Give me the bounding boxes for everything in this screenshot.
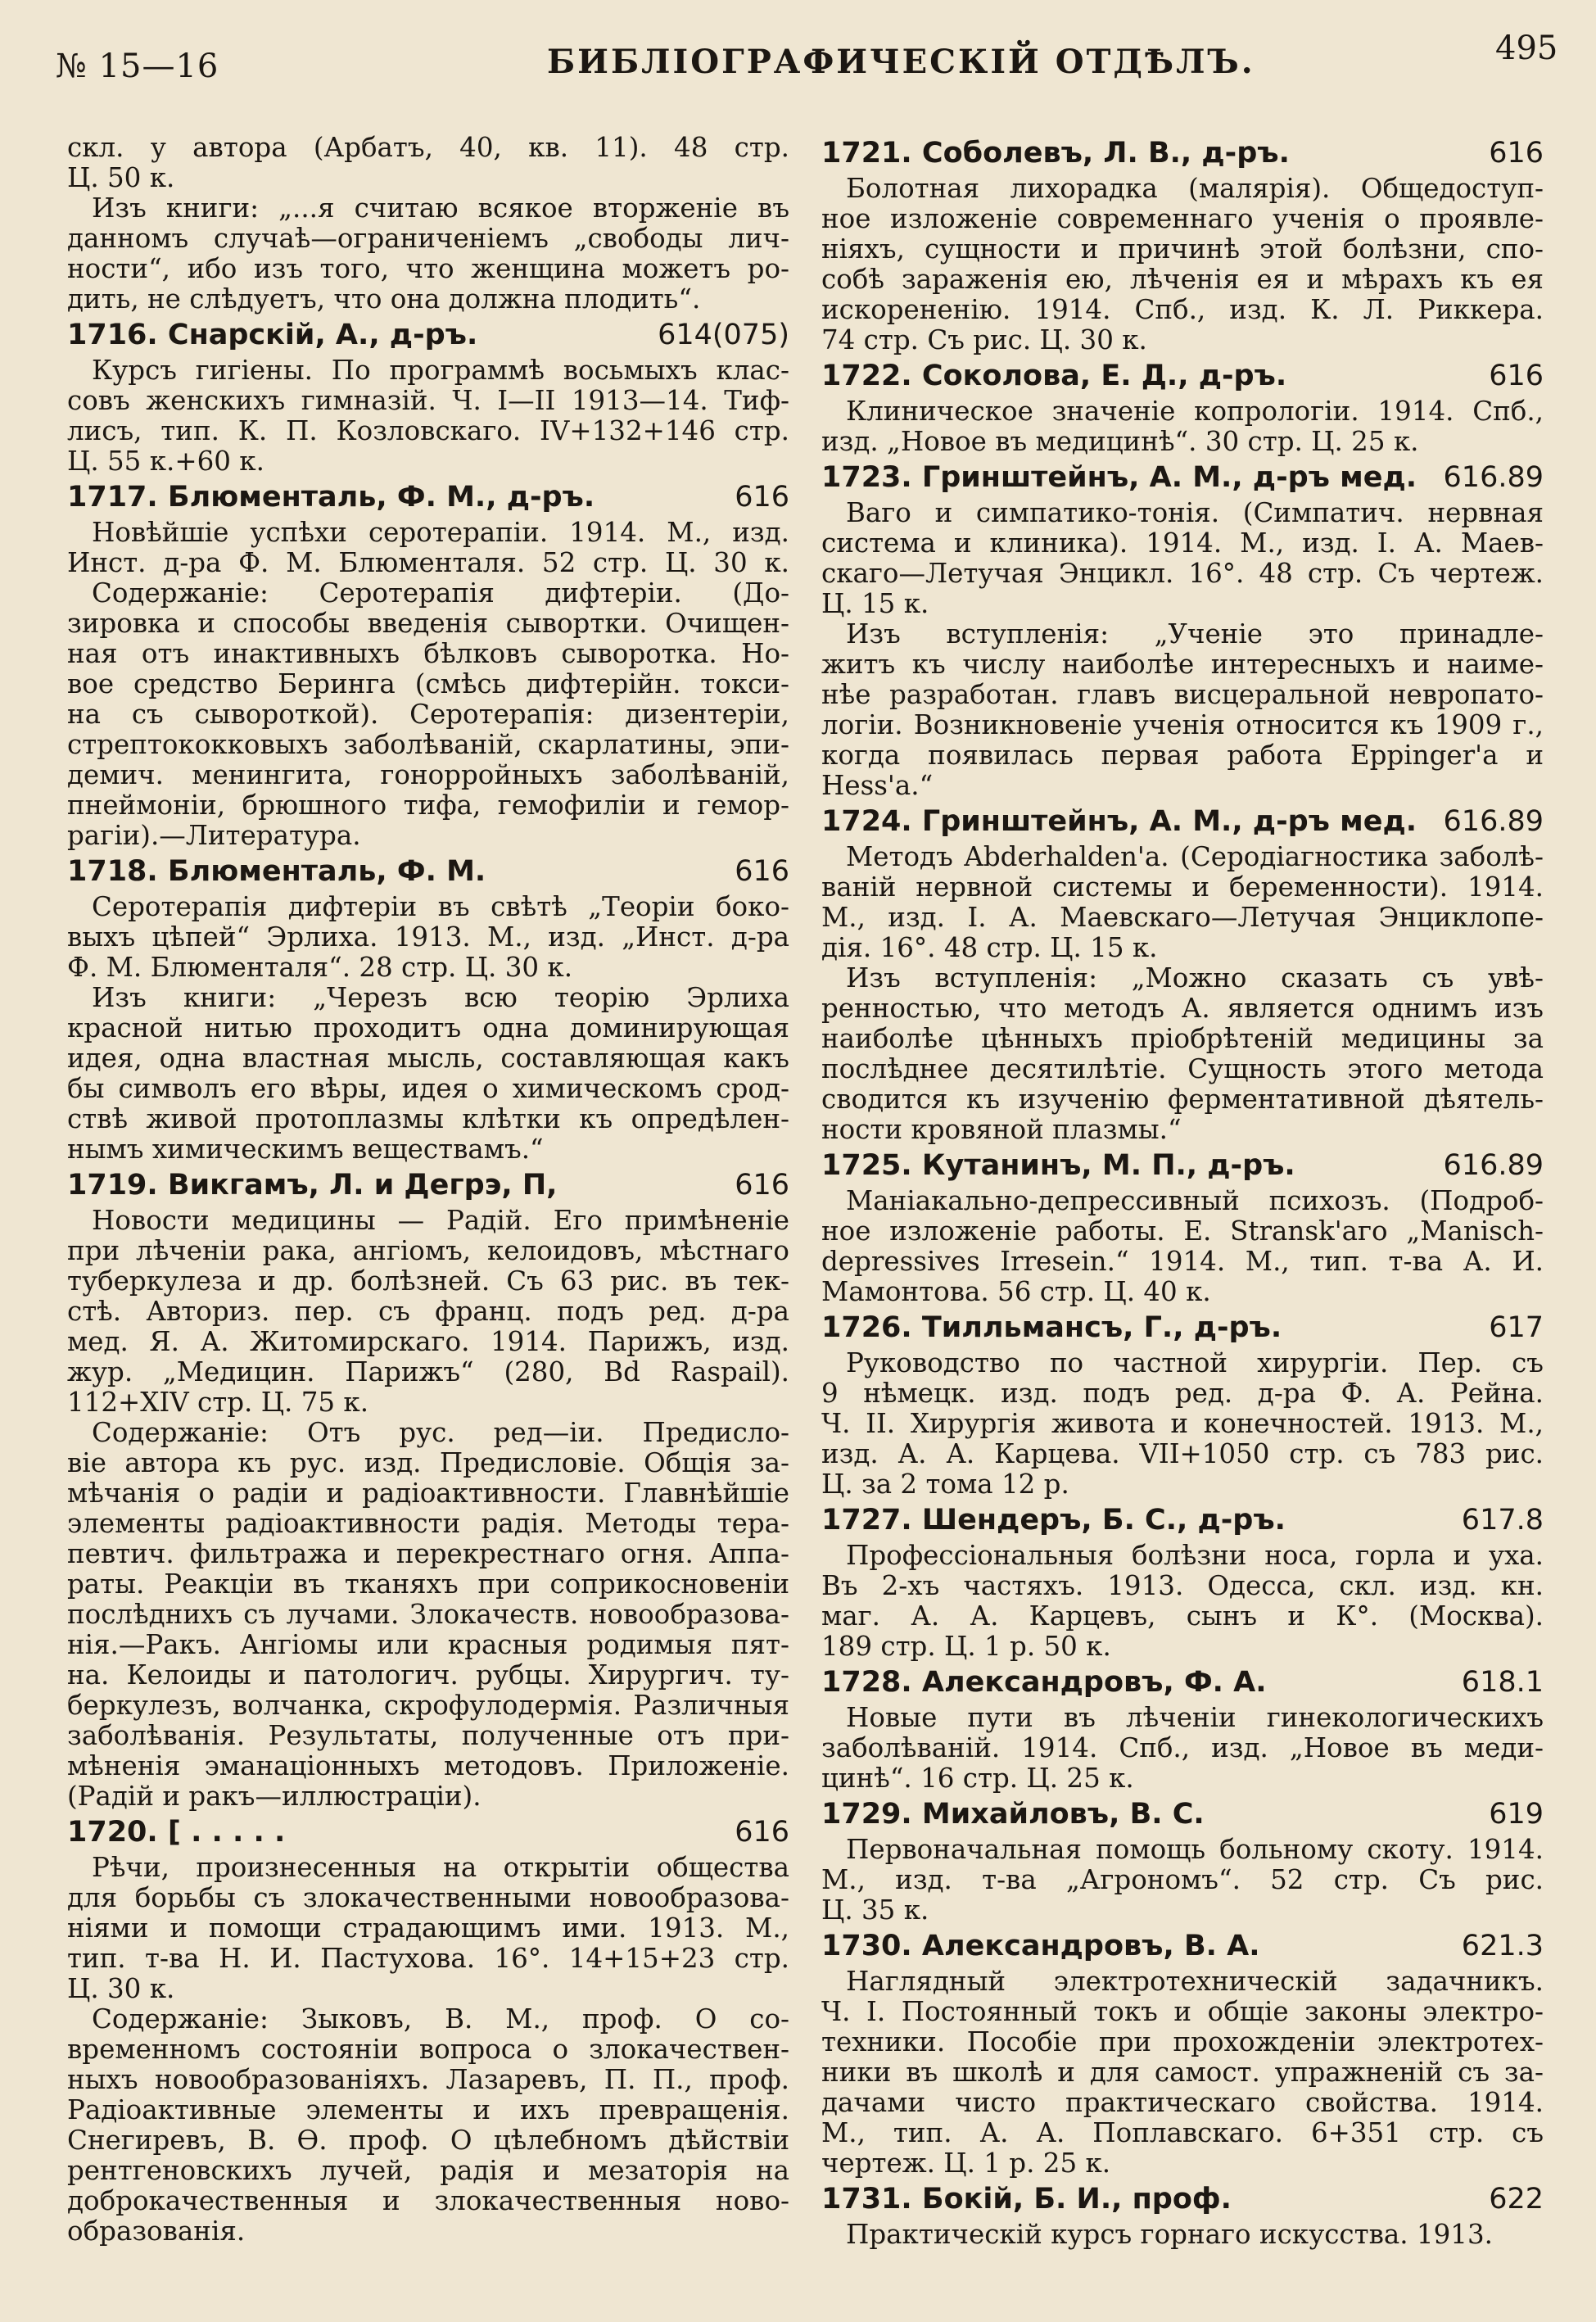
- text-line: Практическій курсъ горнаго искусства. 1913.: [846, 2219, 1493, 2250]
- text-line: ники въ школѣ и для самост. упражненій съ за-: [821, 2057, 1544, 2088]
- text-line: когда появилась первая работа Eppinger'a и: [821, 740, 1544, 771]
- text-line: Новости медицины — Радій. Его примѣненіе: [92, 1205, 789, 1236]
- text-line: дія. 16°. 48 стр. Ц. 15 к.: [821, 932, 1158, 963]
- classification-code: 619: [1489, 1798, 1544, 1831]
- text-line: Ц. 50 к.: [67, 162, 175, 193]
- text-line: Новые пути въ лѣченіи гинекологическихъ: [846, 1702, 1544, 1733]
- entry-heading: [821, 1145, 1544, 1186]
- text-line: Клиническое значеніе копрологіи. 1914. Спб.,: [846, 396, 1544, 427]
- text-line: М., тип. А. А. Поплавскаго. 6+351 стр. съ: [821, 2117, 1544, 2148]
- text-line: Изъ книги: „Черезъ всю теорію Эрлиха: [92, 982, 789, 1013]
- entry-heading: [67, 477, 789, 518]
- entry-heading: [821, 133, 1544, 174]
- text-line: (Радій и ракъ—иллюстраціи).: [67, 1781, 482, 1812]
- text-line: мѣненія эманаціонныхъ методовъ. Приложеніе.: [67, 1750, 789, 1781]
- entry-1723: [821, 457, 1544, 801]
- text-line: Hess'a.“: [821, 770, 934, 801]
- text-line: на. Келоиды и патологич. рубцы. Хирургич. ту-: [67, 1659, 789, 1691]
- text-line: Содержаніе: Серотерапія дифтеріи. (До-: [92, 577, 789, 609]
- entry-1730: [821, 1926, 1544, 2179]
- text-line: мед. Я. А. Житомирскаго. 1914. Парижъ, изд.: [67, 1326, 789, 1357]
- text-line: чертеж. Ц. 1 р. 25 к.: [821, 2148, 1111, 2179]
- text-line: Ваго и симпатико-тонія. (Симпатич. нервная: [846, 497, 1544, 528]
- text-line: Ц. за 2 тома 12 р.: [821, 1469, 1069, 1500]
- text-line: Радіоактивные элементы и ихъ превращенія.: [67, 2094, 789, 2125]
- text-line: Ч. II. Хирургія живота и конечностей. 1913. М.,: [821, 1408, 1544, 1439]
- text-line: Ц. 15 к.: [821, 588, 929, 619]
- text-line: 189 стр. Ц. 1 р. 50 к.: [821, 1631, 1111, 1662]
- classification-code: 617.8: [1461, 1504, 1544, 1537]
- text-line: временномъ состояніи вопроса о злокачествен-: [67, 2034, 789, 2065]
- entry-heading: [67, 1165, 789, 1206]
- entry-heading: [821, 355, 1544, 396]
- classification-code: 616.89: [1443, 805, 1544, 838]
- text-line: выхъ цѣпей“ Эрлиха. 1913. М., изд. „Инст. д-ра: [67, 921, 789, 953]
- text-line: нымъ химическимъ веществамъ.“: [67, 1134, 544, 1165]
- entry-heading: [821, 457, 1544, 498]
- text-line: скл. у автора (Арбатъ, 40, кв. 11). 48 стр.: [67, 132, 789, 163]
- text-line: Методъ Abderhalden'a. (Серодіагностика заболѣ-: [846, 841, 1544, 872]
- text-line: стѣ. Авториз. пер. съ франц. подъ ред. д-ра: [67, 1296, 789, 1327]
- text-line: Маніакально-депрессивный психозъ. (Подроб-: [846, 1185, 1544, 1216]
- text-line: Снегиревъ, В. Ѳ. проф. О цѣлебномъ дѣйствіи: [67, 2125, 789, 2156]
- entry-author: 1720. [ . . . . .: [67, 1816, 286, 1849]
- text-line: дачами чисто практическаго свойства. 1914.: [821, 2087, 1544, 2118]
- text-line: Инст. д-ра Ф. М. Блюменталя. 52 стр. Ц. 30 к.: [67, 547, 789, 578]
- text-line: наиболѣе цѣнныхъ пріобрѣтеній медицины за: [821, 1023, 1544, 1054]
- text-line: рагіи).—Литература.: [67, 820, 361, 851]
- text-line: ности кровяной плазмы.“: [821, 1114, 1182, 1145]
- text-line: нія.—Ракъ. Ангіомы или красныя родимыя пят-: [67, 1629, 789, 1660]
- text-line: Мамонтова. 56 стр. Ц. 40 к.: [821, 1276, 1211, 1307]
- text-line: ствѣ живой протоплазмы клѣтки къ опредѣлен-: [67, 1103, 789, 1134]
- text-line: Изъ вступленія: „Ученіе это принадле-: [846, 618, 1544, 650]
- text-line: Серотерапія дифтеріи въ свѣтѣ „Теоріи боко-: [92, 891, 789, 922]
- text-line: Содержаніе: Зыковъ, В. М., проф. О со-: [92, 2003, 789, 2035]
- text-line: 9 нѣмецк. изд. подъ ред. д-ра Ф. А. Рейна.: [821, 1378, 1544, 1409]
- text-line: стрептококковыхъ заболѣваній, скарлатины, эпи-: [67, 729, 789, 760]
- entry-1724: [821, 801, 1544, 1145]
- text-line: заболѣваній. 1914. Спб., изд. „Новое въ меди-: [821, 1732, 1544, 1763]
- entry-author: 1719. Викгамъ, Л. и Дегрэ, П,: [67, 1169, 558, 1202]
- entry-heading: [821, 801, 1544, 842]
- text-line: скаго—Летучая Энцикл. 16°. 48 стр. Съ чертеж.: [821, 558, 1544, 589]
- entry-author: 1728. Александровъ, Ф. А.: [821, 1666, 1267, 1699]
- entry-author: 1718. Блюменталь, Ф. М.: [67, 855, 486, 888]
- entry-author: 1716. Снарскій, А., д-ръ.: [67, 319, 478, 351]
- text-line: сводится къ изученію ферментативной дѣятель-: [821, 1084, 1544, 1115]
- entry-author: 1724. Гринштейнъ, А. М., д-ръ мед.: [821, 805, 1417, 838]
- text-line: М., изд. т-ва „Агрономъ“. 52 стр. Съ рис.: [821, 1864, 1544, 1895]
- text-line: М., изд. I. А. Маевскаго—Летучая Энциклопе-: [821, 902, 1544, 933]
- entry-author: 1730. Александровъ, В. А.: [821, 1930, 1260, 1962]
- entry-author: 1717. Блюменталь, Ф. М., д-ръ.: [67, 481, 595, 514]
- text-line: 112+XIV стр. Ц. 75 к.: [67, 1387, 369, 1418]
- text-line: ніяхъ, сущности и причинѣ этой болѣзни, спо-: [821, 233, 1544, 265]
- text-line: данномъ случаѣ—ограниченіемъ „свободы лич-: [67, 223, 789, 254]
- text-line: зировка и способы введенія сывортки. Очищен-: [67, 608, 789, 639]
- text-line: певтич. фильтража и перекрестнаго огня. Аппа-: [67, 1538, 789, 1569]
- text-line: техники. Пособіе при прохожденіи электротех-: [821, 2026, 1544, 2057]
- text-line: совъ женскихъ гимназій. Ч. I—II 1913—14. Тиф-: [67, 385, 789, 416]
- entry-author: 1725. Кутанинъ, М. П., д-ръ.: [821, 1149, 1295, 1182]
- text-line: ніями и помощи страдающимъ ими. 1913. М.,: [67, 1912, 789, 1944]
- entry-author: 1731. Бокій, Б. И., проф.: [821, 2183, 1232, 2216]
- text-line: изд. „Новое въ медицинѣ“. 30 стр. Ц. 25 к.: [821, 426, 1419, 457]
- issue-number: № 15—16: [56, 48, 219, 85]
- text-line: логіи. Возникновеніе ученія относится къ 1909 г.,: [821, 709, 1544, 740]
- entry-heading: [821, 1307, 1544, 1348]
- text-line: цинѣ“. 16 стр. Ц. 25 к.: [821, 1763, 1134, 1794]
- entry-1728: [821, 1662, 1544, 1794]
- text-line: туберкулеза и др. болѣзней. Съ 63 рис. въ тек-: [67, 1265, 789, 1297]
- text-line: ная отъ инактивныхъ бѣлковъ сыворотка. Но-: [67, 638, 789, 669]
- entry-heading: [67, 315, 789, 355]
- classification-code: 616: [735, 1169, 789, 1202]
- text-line: Курсъ гигіены. По программѣ восьмыхъ клас-: [92, 355, 789, 386]
- text-line: ное изложеніе работы. E. Stransk'аго „Manisch-: [821, 1215, 1544, 1247]
- text-line: 74 стр. Съ рис. Ц. 30 к.: [821, 324, 1147, 355]
- text-line: ныхъ новообразованіяхъ. Лазаревъ, П. П., проф.: [67, 2064, 789, 2095]
- classification-code: 616: [735, 1816, 789, 1849]
- entry-author: 1726. Тилльмансъ, Г., д-ръ.: [821, 1311, 1282, 1344]
- text-line: Профессіональныя болѣзни носа, горла и уха.: [846, 1540, 1544, 1571]
- page-number: 495: [1495, 29, 1558, 67]
- text-line: беркулезъ, волчанка, скрофулодермія. Различныя: [67, 1690, 789, 1721]
- text-line: Ч. I. Постоянный токъ и общіе законы электро-: [821, 1996, 1544, 2027]
- intro-continuation: [67, 133, 789, 315]
- entry-author: 1729. Михайловъ, В. С.: [821, 1798, 1205, 1831]
- entry-author: 1727. Шендеръ, Б. С., д-ръ.: [821, 1504, 1286, 1537]
- text-line: при лѣченіи рака, ангіомъ, келоидовъ, мѣстнаго: [67, 1235, 789, 1266]
- entry-heading: [821, 1926, 1544, 1967]
- text-line: бы символъ его вѣры, идея о химическомъ срод-: [67, 1073, 789, 1104]
- text-line: лисъ, тип. К. П. Козловскаго. IV+132+146 стр.: [67, 415, 789, 446]
- text-line: демич. менингита, гонорройныхъ заболѣваній,: [67, 759, 789, 790]
- entry-1721: [821, 133, 1544, 355]
- classification-code: 618.1: [1461, 1666, 1544, 1699]
- text-line: на съ сывороткой). Серотерапія: дизентеріи,: [67, 699, 789, 730]
- text-line: Рѣчи, произнесенныя на открытіи общества: [92, 1852, 789, 1883]
- entry-1727: [821, 1500, 1544, 1662]
- entry-author: 1721. Соболевъ, Л. В., д-ръ.: [821, 137, 1290, 170]
- text-line: Первоначальная помощь больному скоту. 1914.: [846, 1834, 1544, 1865]
- text-line: пнеймоніи, брюшного тифа, гемофиліи и гемор-: [67, 790, 789, 821]
- text-line: Содержаніе: Отъ рус. ред—іи. Предисло-: [92, 1417, 789, 1448]
- text-line: Ф. М. Блюменталя“. 28 стр. Ц. 30 к.: [67, 952, 573, 983]
- text-line: Болотная лихорадка (малярія). Общедоступ-: [846, 173, 1544, 204]
- text-line: элементы радіоактивности радія. Методы тера-: [67, 1508, 789, 1539]
- entry-1725: [821, 1145, 1544, 1307]
- entry-heading: [821, 1662, 1544, 1703]
- text-line: Новѣйшіе успѣхи серотерапіи. 1914. М., изд.: [92, 517, 789, 548]
- text-line: нѣе разработан. главъ висцеральной невропато-: [821, 679, 1544, 710]
- text-line: изд. А. А. Карцева. VII+1050 стр. съ 783 рис.: [821, 1438, 1544, 1469]
- text-line: система и клиника). 1914. М., изд. I. А. Маев-: [821, 527, 1544, 559]
- text-line: ваній нервной системы и беременности). 1914.: [821, 871, 1544, 903]
- entry-heading: [67, 851, 789, 892]
- text-line: Изъ книги: „...я считаю всякое вторженіе въ: [92, 192, 789, 224]
- text-line: красной нитью проходитъ одна доминирующая: [67, 1012, 789, 1043]
- entry-1726: [821, 1307, 1544, 1500]
- entry-heading: [821, 1794, 1544, 1835]
- classification-code: 616: [735, 855, 789, 888]
- text-line: віе автора къ рус. изд. Предисловіе. Общія за-: [67, 1447, 789, 1478]
- text-line: маг. А. А. Карцевъ, сынъ и К°. (Москва).: [821, 1600, 1544, 1632]
- text-line: жур. „Медицин. Парижъ“ (280, Bd Raspail).: [67, 1356, 789, 1387]
- text-line: ности“, ибо изъ того, что женщина можетъ ро-: [67, 253, 789, 284]
- text-line: искорененію. 1914. Спб., изд. К. Л. Риккера.: [821, 294, 1544, 325]
- text-line: собѣ зараженія ею, лѣченія ея и мѣрахъ къ ея: [821, 264, 1544, 295]
- entry-1718: [67, 851, 789, 1165]
- text-line: мѣчанія о радіи и радіоактивности. Главнѣйшіе: [67, 1478, 789, 1509]
- classification-code: 616: [1489, 137, 1544, 170]
- text-line: идея, одна властная мысль, составляющая какъ: [67, 1043, 789, 1074]
- text-line: ренностью, что методъ А. является однимъ изъ: [821, 993, 1544, 1024]
- text-line: Въ 2-хъ частяхъ. 1913. Одесса, скл. изд. кн.: [821, 1570, 1544, 1601]
- classification-code: 614(075): [658, 319, 789, 351]
- right-column: [821, 133, 1544, 2250]
- classification-code: 622: [1489, 2183, 1544, 2216]
- text-line: образованія.: [67, 2216, 246, 2247]
- classification-code: 621.3: [1461, 1930, 1544, 1962]
- entry-author: 1723. Гринштейнъ, А. М., д-ръ мед.: [821, 461, 1417, 494]
- text-line: Ц. 30 к.: [67, 1973, 175, 2004]
- text-line: тип. т-ва Н. И. Пастухова. 16°. 14+15+23 стр.: [67, 1943, 789, 1974]
- text-line: ное изложеніе современнаго ученія о проявле-: [821, 203, 1544, 234]
- classification-code: 616.89: [1443, 461, 1544, 494]
- classification-code: 616.89: [1443, 1149, 1544, 1182]
- text-line: Наглядный электротехническій задачникъ.: [846, 1966, 1544, 1997]
- classification-code: 616: [735, 481, 789, 514]
- entry-1716: [67, 315, 789, 477]
- entry-heading: [67, 1812, 789, 1853]
- entry-1717: [67, 477, 789, 851]
- entry-author: 1722. Соколова, Е. Д., д-ръ.: [821, 360, 1287, 392]
- text-line: Руководство по частной хирургіи. Пер. съ: [846, 1347, 1544, 1378]
- classification-code: 616: [1489, 360, 1544, 392]
- entry-1722: [821, 355, 1544, 457]
- text-line: Ц. 55 к.+60 к.: [67, 446, 264, 477]
- text-line: житъ къ числу наиболѣе интересныхъ и наиме-: [821, 649, 1544, 680]
- entry-heading: [821, 1500, 1544, 1541]
- text-line: заболѣванія. Результаты, полученные отъ при-: [67, 1720, 789, 1751]
- entry-heading: [821, 2179, 1544, 2220]
- text-line: раты. Реакціи въ тканяхъ при соприкосновеніи: [67, 1568, 789, 1600]
- text-line: вое средство Беринга (смѣсь дифтерійн. токси-: [67, 668, 789, 699]
- entry-1731: [821, 2179, 1544, 2250]
- text-line: послѣднее десятилѣтіе. Сущность этого метода: [821, 1053, 1544, 1084]
- classification-code: 617: [1489, 1311, 1544, 1344]
- entry-1720: [67, 1812, 789, 2247]
- entry-1719: [67, 1165, 789, 1812]
- text-line: depressives Irresein.“ 1914. М., тип. т-ва А. И.: [821, 1246, 1544, 1277]
- text-line: доброкачественныя и злокачественныя ново-: [67, 2185, 789, 2216]
- section-title: БИБЛІОГРАФИЧЕСКІЙ ОТДѢЛЪ.: [547, 43, 1255, 81]
- entry-1729: [821, 1794, 1544, 1926]
- text-line: Изъ вступленія: „Можно сказать съ увѣ-: [846, 962, 1544, 994]
- text-line: Ц. 35 к.: [821, 1894, 929, 1926]
- text-line: рентгеновскихъ лучей, радія и мезаторія на: [67, 2155, 789, 2186]
- text-line: дить, не слѣдуетъ, что она должна плодить“.: [67, 283, 701, 315]
- text-line: послѣднихъ съ лучами. Злокачеств. новообразова-: [67, 1599, 789, 1630]
- text-line: для борьбы съ злокачественными новообразова-: [67, 1882, 789, 1913]
- left-column: [67, 133, 789, 2247]
